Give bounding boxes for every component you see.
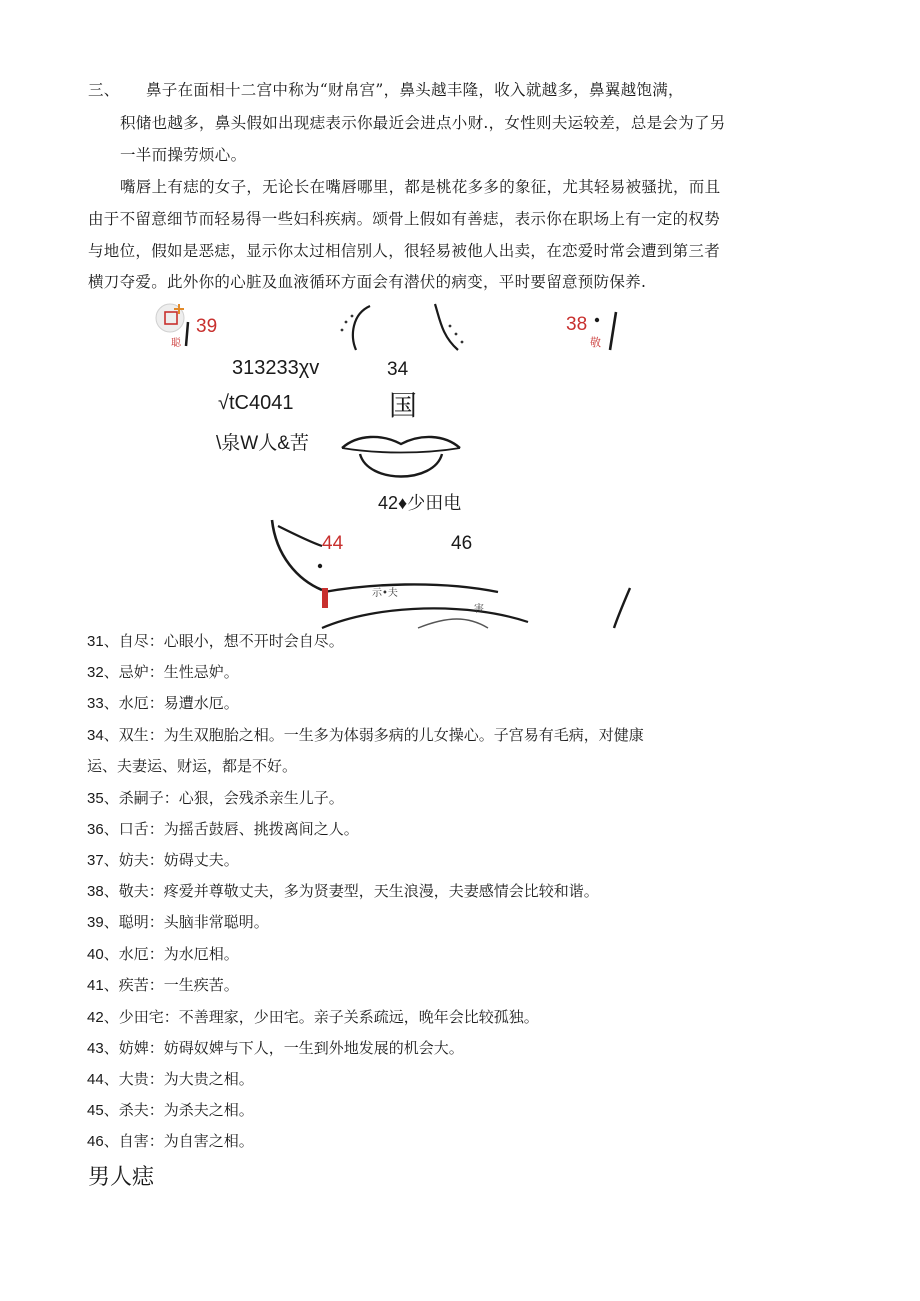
list-item: 42、少田宅：不善理家，少田宅。亲子关系疏远，晚年会比较孤独。 bbox=[87, 1008, 539, 1026]
list-item: 36、口舌：为摇舌鼓唇、挑拨离间之人。 bbox=[87, 820, 359, 838]
mole-label-guo: 国 bbox=[389, 389, 418, 422]
crosshair-icon bbox=[155, 300, 195, 348]
list-item: 32、忌妒：生性忌妒。 bbox=[87, 663, 239, 681]
list-item: 46、自害：为自害之相。 bbox=[87, 1132, 254, 1150]
list-item: 39、聪明：头脑非常聪明。 bbox=[87, 913, 269, 931]
mole-label-38: 38 bbox=[566, 314, 588, 335]
list-item: 运、夫妻运、财运，都是不好。 bbox=[87, 757, 298, 775]
list-item: 35、杀嗣子：心狠，会残杀亲生儿子。 bbox=[87, 789, 344, 807]
intro-line-7: 横刀夺爱。此外你的心脏及血液循环方面会有潜伏的病变，平时要留意预防保养. bbox=[88, 273, 647, 291]
list-item: 33、水厄：易遭水厄。 bbox=[87, 694, 239, 712]
intro-line-3: 一半而操劳烦心。 bbox=[120, 146, 247, 164]
intro-line-5: 由于不留意细节而轻易得一些妇科疾病。颂骨上假如有善痣，表示你在职场上有一定的权势 bbox=[88, 210, 721, 228]
mole-labels-water: \泉W人&苦 bbox=[216, 433, 309, 454]
section-heading: 男人痣 bbox=[88, 1165, 155, 1190]
svg-text:害: 害 bbox=[474, 604, 484, 615]
list-item: 41、疾苦：一生疾苦。 bbox=[87, 976, 239, 994]
nose-outline bbox=[330, 300, 490, 352]
list-item: 34、双生：为生双胞胎之相。一生多为体弱多病的儿女操心。子宫易有毛病，对健康 bbox=[87, 726, 644, 744]
mole-label-46: 46 bbox=[451, 533, 473, 554]
mole-label-42: 42♦少田电 bbox=[378, 493, 462, 513]
list-item: 45、杀夫：为杀夫之相。 bbox=[87, 1101, 254, 1119]
intro-line-4: 嘴唇上有痣的女子，无论长在嘴唇哪里，都是桃花多多的象征，尤其轻易被骚扰，而且 bbox=[120, 178, 721, 196]
list-item: 44、大贵：为大贵之相。 bbox=[87, 1070, 254, 1088]
mole-label-34: 34 bbox=[387, 359, 409, 380]
mole-marker-38 bbox=[590, 306, 630, 352]
section-marker: 三、 bbox=[88, 81, 120, 99]
mole-labels-40-41: √tC4041 bbox=[218, 392, 294, 414]
mole-label-39: 39 bbox=[196, 316, 218, 337]
list-item: 37、妨夫：妨碍丈夫。 bbox=[87, 851, 239, 869]
mole-label-44: 44 bbox=[322, 533, 344, 554]
lips-outline bbox=[338, 432, 464, 490]
list-item: 38、敬夫：疼爱并尊敬丈夫，多为贤妻型，天生浪漫，夫妻感情会比较和谐。 bbox=[87, 882, 599, 900]
list-item: 40、水厄：为水厄相。 bbox=[87, 945, 239, 963]
svg-text:示•夫: 示•夫 bbox=[372, 588, 398, 599]
svg-text:敬: 敬 bbox=[590, 337, 601, 349]
mole-labels-31-33: 313233χv bbox=[232, 357, 320, 379]
intro-line-6: 与地位，假如是恶痣，显示你太过相信别人，很轻易被他人出卖，在恋爱时常会遭到第三者 bbox=[88, 242, 721, 260]
list-item: 31、自尽：心眼小，想不开时会自尽。 bbox=[87, 632, 344, 650]
intro-line-2: 积储也越多，鼻头假如出现痣表示你最近会进点小财.，女性则夫运较差，总是会为了另 bbox=[120, 114, 726, 132]
list-item: 43、妨婢：妨碍奴婢与下人，一生到外地发展的机会大。 bbox=[87, 1039, 464, 1057]
intro-line-1: 鼻子在面相十二宫中称为“财帛宫”，鼻头越丰隆，收入就越多，鼻翼越饱满， bbox=[146, 81, 684, 99]
svg-text:聪: 聪 bbox=[171, 338, 181, 349]
